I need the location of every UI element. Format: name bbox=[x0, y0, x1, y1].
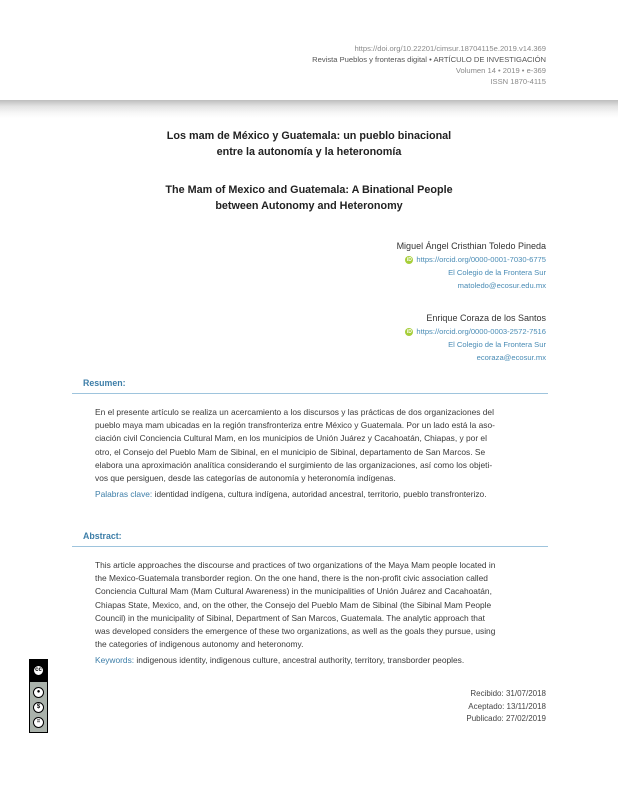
keywords-text: identidad indígena, cultura indígena, autoridad ancestral, territorio, pueblo transfronterizo. bbox=[152, 489, 487, 500]
orcid-icon: iD bbox=[406, 329, 412, 335]
resumen-heading: Resumen: bbox=[83, 378, 126, 388]
authors-block bbox=[397, 240, 546, 384]
author-email[interactable]: matoledo@ecosur.edu.mx bbox=[457, 281, 546, 290]
author-1 bbox=[397, 240, 546, 292]
resumen-line: otro, el Consejo del Pueblo Mam de Sibinal, en el municipio de Sibinal, departamento de San Marcos. Se bbox=[95, 446, 486, 457]
orcid-line[interactable] bbox=[397, 253, 546, 266]
dates-block bbox=[466, 688, 546, 726]
title-block bbox=[0, 128, 618, 214]
resumen-line: pueblo maya mam ubicadas en la región transfronteriza entre México y Guatemala. Por un lado está la aso- bbox=[95, 420, 495, 431]
orcid-link[interactable]: https://orcid.org/0000-0001-7030-6775 bbox=[416, 255, 546, 264]
keywords-label: Palabras clave: bbox=[95, 489, 153, 500]
keywords-label: Keywords: bbox=[95, 655, 135, 666]
resumen-body bbox=[95, 406, 533, 501]
resumen-line: vos que persiguen, desde las categorías de autonomía y heteronomía indígenas. bbox=[95, 473, 396, 484]
cc-logo-block bbox=[30, 660, 47, 682]
title-english-line1: The Mam of Mexico and Guatemala: A Binational People bbox=[165, 184, 453, 196]
abstract-line: Council) in the municipality of Sibinal, Department of San Marcos, Guatemala. The analytic approach that bbox=[95, 612, 485, 623]
date-published: Publicado: 27/02/2019 bbox=[466, 714, 546, 724]
cc-license-badge[interactable] bbox=[29, 659, 48, 733]
nd-icon: = bbox=[33, 717, 44, 728]
orcid-icon: iD bbox=[406, 257, 412, 263]
title-english bbox=[119, 182, 499, 214]
author-affiliation: El Colegio de la Frontera Sur bbox=[448, 268, 546, 277]
title-spanish-line2: entre la autonomía y la heteronomía bbox=[216, 146, 402, 158]
author-name: Miguel Ángel Cristhian Toledo Pineda bbox=[396, 241, 546, 251]
title-english-line2: between Autonomy and Heteronomy bbox=[215, 200, 403, 212]
author-email[interactable]: ecoraza@ecosur.mx bbox=[476, 353, 546, 362]
header-band bbox=[0, 100, 618, 118]
author-2 bbox=[397, 312, 546, 364]
resumen-divider bbox=[72, 393, 548, 394]
abstract-line: Conciencia Cultural Mam (Mam Cultural Awareness) in the municipalities of Unión Juárez and Cacahoatán, bbox=[95, 586, 492, 597]
orcid-link[interactable]: https://orcid.org/0000-0003-2572-7516 bbox=[416, 327, 546, 336]
abstract-line: was developed considers the emergence of these two organizations, as well as the goals they pursue, using bbox=[95, 626, 496, 637]
resumen-line: elabora una aproximación analítica considerando el surgimiento de las organizaciones, así como los objeti- bbox=[95, 459, 493, 470]
resumen-line: En el presente artículo se realiza un acercamiento a los discursos y las prácticas de dos organizaciones del bbox=[95, 407, 494, 417]
abstract-heading: Abstract: bbox=[83, 531, 122, 541]
journal-line bbox=[312, 54, 546, 65]
article-header bbox=[312, 43, 546, 87]
article-type: ARTÍCULO DE INVESTIGACIÓN bbox=[433, 55, 546, 64]
abstract-body bbox=[95, 559, 533, 668]
nc-icon: $ bbox=[33, 702, 44, 713]
volume-info: Volumen 14 • 2019 • e-369 bbox=[455, 66, 546, 75]
abstract-divider bbox=[72, 546, 548, 547]
abstract-line: the Mexico-Guatemala transborder region. On the one hand, there is the non-profit civic association called bbox=[95, 573, 488, 584]
author-name: Enrique Coraza de los Santos bbox=[426, 313, 546, 323]
keywords-text: indigenous identity, indigenous culture, ancestral authority, territory, transborder peoples. bbox=[134, 655, 465, 666]
abstract-line: Chiapas State, Mexico, and, on the other, the Consejo del Pueblo Mam de Sibinal (the Sibinal Mam People bbox=[95, 599, 492, 610]
journal-name: Revista Pueblos y fronteras digital bbox=[312, 55, 427, 64]
doi-link[interactable]: https://doi.org/10.22201/cimsur.18704115e.2019.v14.369 bbox=[354, 44, 546, 53]
orcid-line[interactable] bbox=[397, 325, 546, 338]
date-received: Recibido: 31/07/2018 bbox=[470, 689, 546, 698]
title-spanish-line1: Los mam de México y Guatemala: un pueblo binacional bbox=[166, 130, 452, 142]
abstract-line: This article approaches the discourse and practices of two organizations of the Maya Mam people located in bbox=[95, 560, 496, 570]
abstract-keywords bbox=[95, 654, 533, 667]
title-spanish bbox=[119, 128, 499, 160]
separator: • bbox=[429, 55, 432, 64]
resumen-keywords bbox=[95, 488, 533, 501]
resumen-line: ciación civil Conciencia Cultural Mam, en los municipios de Unión Juárez y Cacahoatán, Chiapas, y por el bbox=[95, 433, 487, 444]
abstract-line: the categories of indigenous autonomy and heteronomy. bbox=[95, 639, 304, 650]
date-accepted: Aceptado: 13/11/2018 bbox=[468, 701, 546, 711]
issn: ISSN 1870-4115 bbox=[490, 77, 546, 86]
cc-icon: cc bbox=[33, 665, 44, 676]
by-icon: ● bbox=[33, 687, 44, 698]
author-affiliation: El Colegio de la Frontera Sur bbox=[448, 340, 546, 349]
